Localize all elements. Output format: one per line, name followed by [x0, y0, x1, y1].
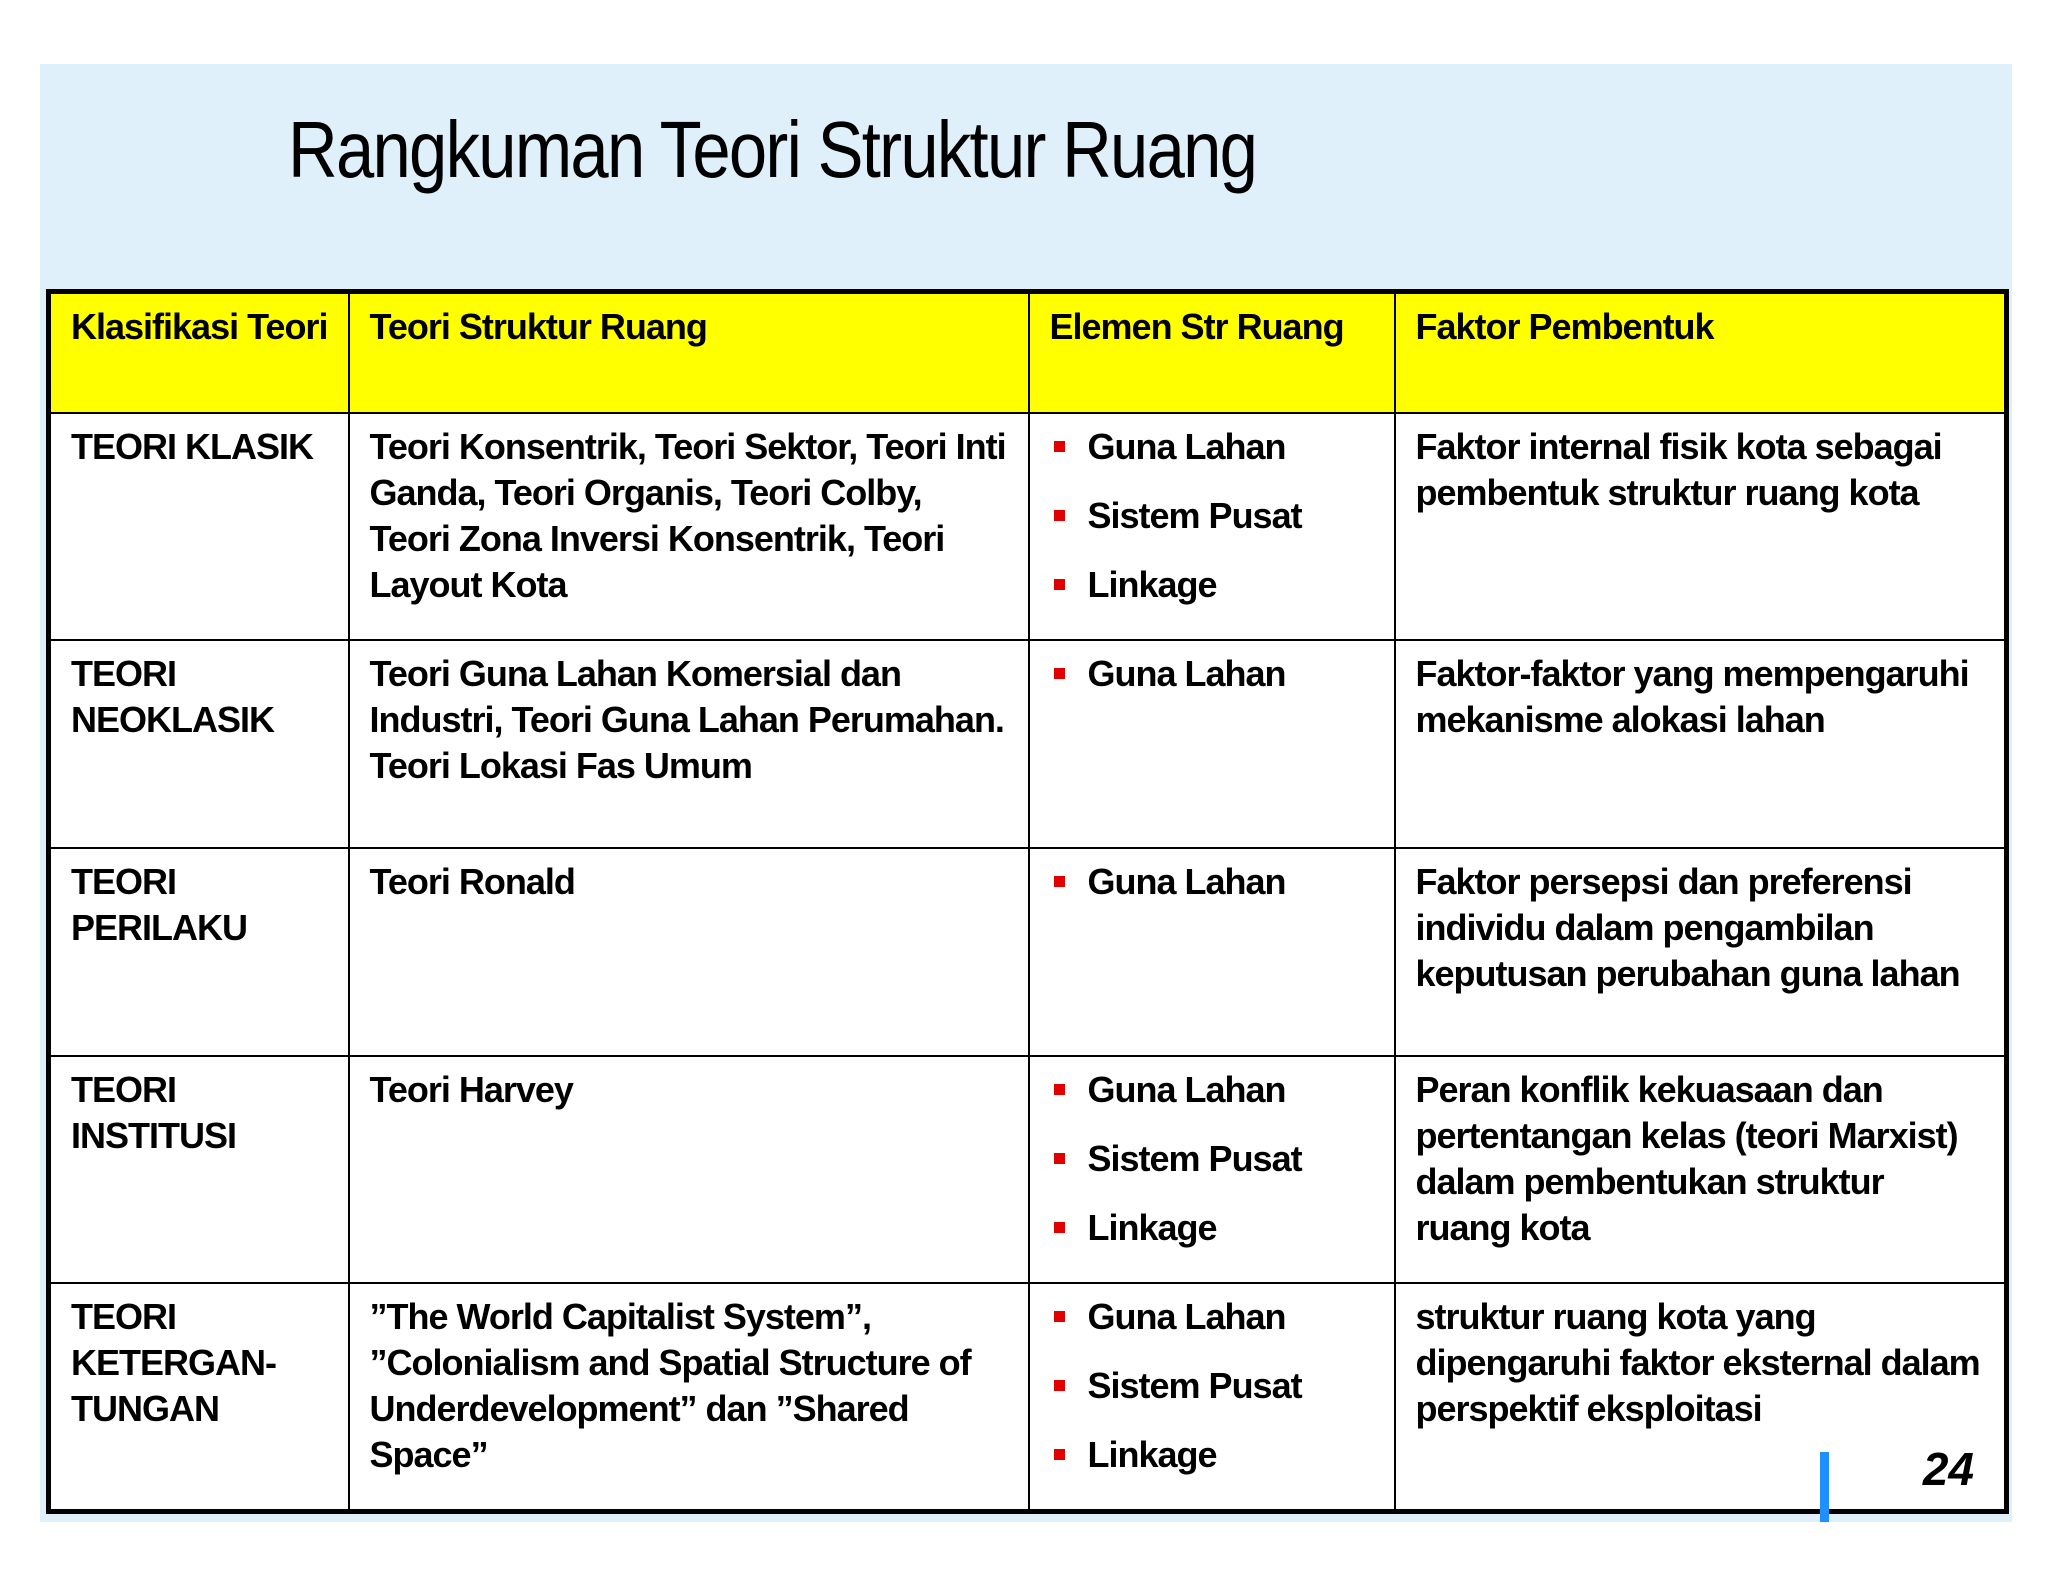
elemen-cell	[1029, 848, 1395, 1056]
list-item	[1050, 493, 1374, 539]
list-item	[1050, 562, 1374, 608]
elemen-label: Sistem Pusat	[1087, 1138, 1302, 1179]
accent-bar	[1820, 1452, 1829, 1522]
elemen-label: Sistem Pusat	[1087, 1365, 1302, 1406]
header-klasifikasi: Klasifikasi Teori	[49, 292, 349, 414]
elemen-label: Linkage	[1087, 1207, 1217, 1248]
page-title: Rangkuman Teori Struktur Ruang	[288, 105, 1257, 194]
list-item	[1050, 651, 1374, 697]
elemen-cell	[1029, 640, 1395, 848]
elemen-cell	[1029, 413, 1395, 640]
faktor-cell: Faktor-faktor yang mempengaruhi mekanisme alokasi lahan	[1395, 640, 2007, 848]
header-elemen: Elemen Str Ruang	[1029, 292, 1395, 414]
square-bullet-icon	[1054, 668, 1065, 679]
klasifikasi-cell: TEORI PERILAKU	[49, 848, 349, 1056]
table-row	[49, 1056, 2007, 1283]
square-bullet-icon	[1054, 579, 1065, 590]
faktor-cell: Peran konflik kekuasaan dan pertentangan kelas (teori Marxist) dalam pembentukan struktur ruang kota	[1395, 1056, 2007, 1283]
square-bullet-icon	[1054, 510, 1065, 521]
square-bullet-icon	[1054, 1084, 1065, 1095]
theory-table	[46, 289, 2009, 1514]
slide	[40, 64, 2012, 1522]
square-bullet-icon	[1054, 1449, 1065, 1460]
elemen-cell	[1029, 1283, 1395, 1512]
elemen-list	[1050, 1067, 1374, 1251]
faktor-cell: Faktor internal fisik kota sebagai pembentuk struktur ruang kota	[1395, 413, 2007, 640]
list-item	[1050, 1294, 1374, 1340]
teori-cell: Teori Guna Lahan Komersial dan Industri, Teori Guna Lahan Perumahan. Teori Lokasi Fas Umum	[349, 640, 1029, 848]
header-teori: Teori Struktur Ruang	[349, 292, 1029, 414]
faktor-cell: struktur ruang kota yang dipengaruhi faktor eksternal dalam perspektif eksploitasi	[1395, 1283, 2007, 1512]
klasifikasi-cell: TEORI INSTITUSI	[49, 1056, 349, 1283]
table-row	[49, 848, 2007, 1056]
list-item	[1050, 859, 1374, 905]
teori-cell: Teori Ronald	[349, 848, 1029, 1056]
list-item	[1050, 1363, 1374, 1409]
elemen-list	[1050, 859, 1374, 905]
faktor-cell: Faktor persepsi dan preferensi individu dalam pengambilan keputusan perubahan guna lahan	[1395, 848, 2007, 1056]
elemen-label: Guna Lahan	[1087, 653, 1286, 694]
teori-cell: Teori Harvey	[349, 1056, 1029, 1283]
elemen-label: Guna Lahan	[1087, 1296, 1286, 1337]
elemen-label: Guna Lahan	[1087, 1069, 1286, 1110]
square-bullet-icon	[1054, 1311, 1065, 1322]
elemen-label: Sistem Pusat	[1087, 495, 1302, 536]
square-bullet-icon	[1054, 876, 1065, 887]
klasifikasi-cell: TEORI KLASIK	[49, 413, 349, 640]
teori-cell: ”The World Capitalist System”, ”Colonialism and Spatial Structure of Underdevelopment” dan ”Shared Space”	[349, 1283, 1029, 1512]
table-row	[49, 413, 2007, 640]
table-row	[49, 1283, 2007, 1512]
square-bullet-icon	[1054, 441, 1065, 452]
list-item	[1050, 1136, 1374, 1182]
elemen-list	[1050, 424, 1374, 608]
list-item	[1050, 1067, 1374, 1113]
elemen-list	[1050, 1294, 1374, 1478]
klasifikasi-cell: TEORI KETERGAN-TUNGAN	[49, 1283, 349, 1512]
klasifikasi-cell: TEORI NEOKLASIK	[49, 640, 349, 848]
elemen-label: Guna Lahan	[1087, 426, 1286, 467]
square-bullet-icon	[1054, 1380, 1065, 1391]
elemen-label: Linkage	[1087, 564, 1217, 605]
list-item	[1050, 424, 1374, 470]
elemen-label: Linkage	[1087, 1434, 1217, 1475]
elemen-cell	[1029, 1056, 1395, 1283]
elemen-list	[1050, 651, 1374, 697]
square-bullet-icon	[1054, 1153, 1065, 1164]
elemen-label: Guna Lahan	[1087, 861, 1286, 902]
list-item	[1050, 1432, 1374, 1478]
table-header-row	[49, 292, 2007, 414]
list-item	[1050, 1205, 1374, 1251]
page-number: 24	[1922, 1443, 1974, 1495]
table-row	[49, 640, 2007, 848]
header-faktor: Faktor Pembentuk	[1395, 292, 2007, 414]
teori-cell: Teori Konsentrik, Teori Sektor, Teori Inti Ganda, Teori Organis, Teori Colby, Teori Zona Inversi Konsentrik, Teori Layout Kota	[349, 413, 1029, 640]
square-bullet-icon	[1054, 1222, 1065, 1233]
